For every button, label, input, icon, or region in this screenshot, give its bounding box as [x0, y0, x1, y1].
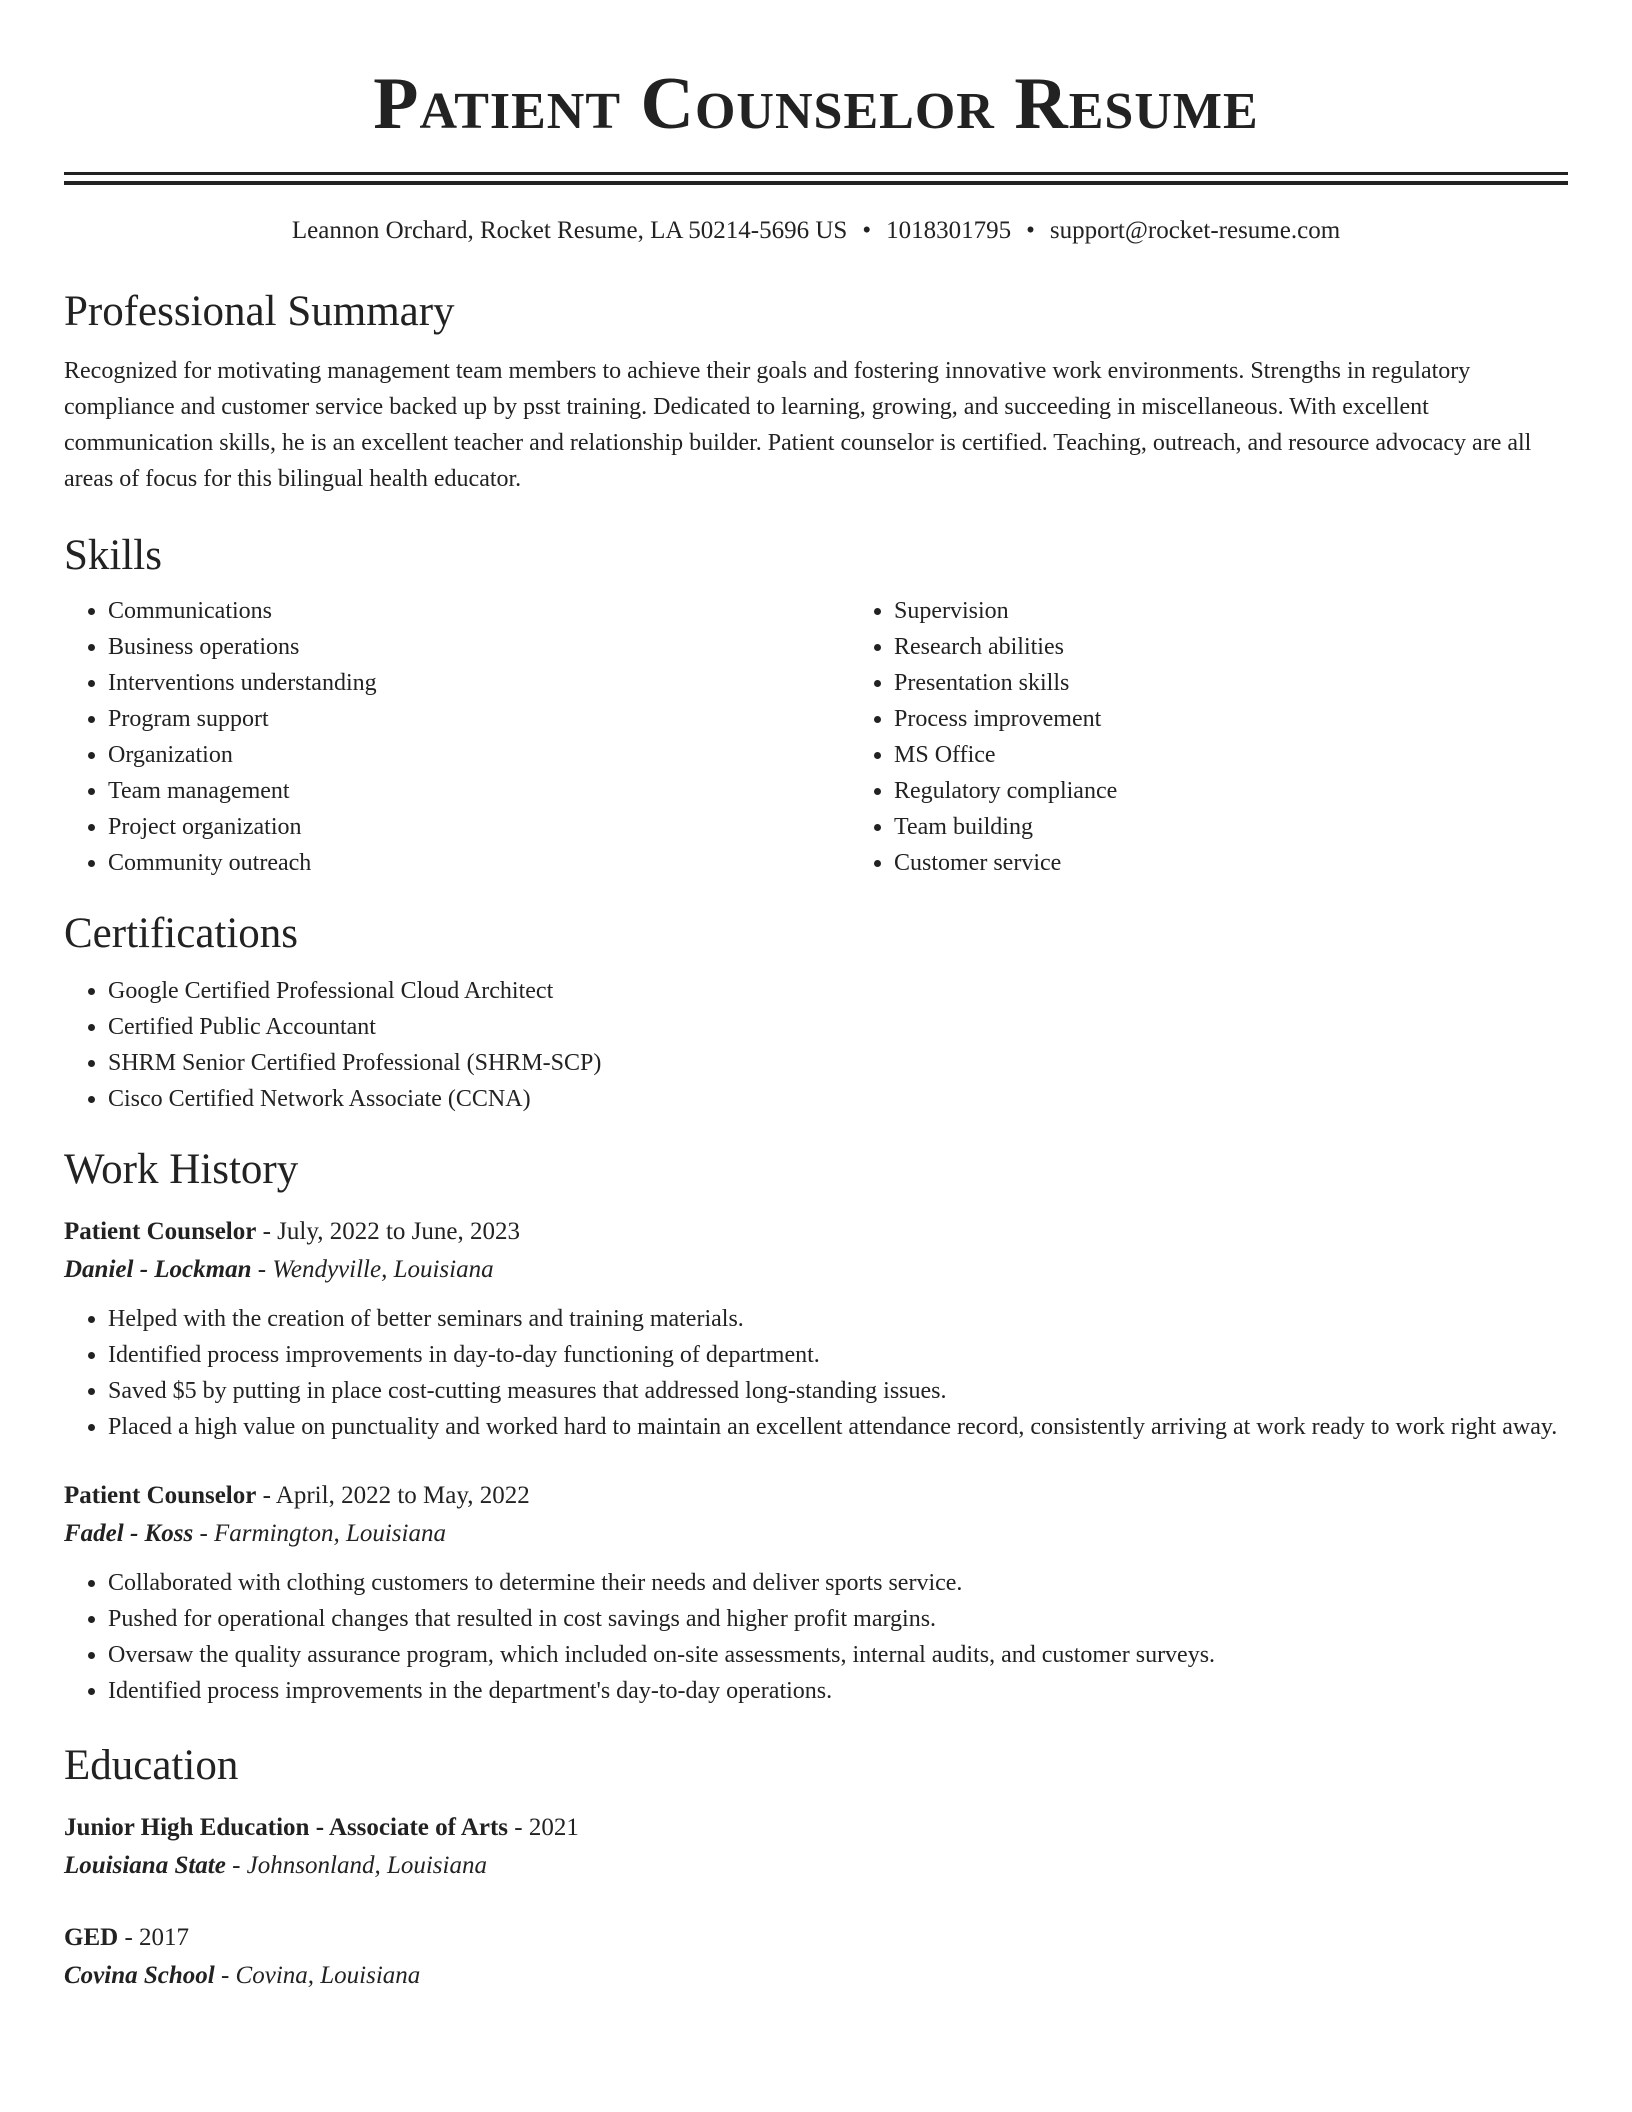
- job-bullet: • Identified process improvements in the department's day-to-day operations.: [108, 1673, 1568, 1709]
- title-rule-thick: [64, 181, 1568, 185]
- job-bullets: [64, 1565, 1568, 1709]
- skills-columns: [64, 593, 1568, 881]
- job-bullet: • Placed a high value on punctuality and worked hard to maintain an excellent attendance record, consistently arriving at work ready to work right away.: [108, 1409, 1568, 1445]
- job-company-line: [64, 1251, 1568, 1289]
- education-degree-line: [64, 1809, 1568, 1847]
- skill-item: • Team management: [108, 773, 850, 809]
- summary-text: Recognized for motivating management team members to achieve their goals and fostering innovative work environments. Strengths in regulatory compliance and customer service backed up by psst training. Dedicated to learning, growing, and succeeding in miscellaneous. With excellent communication skills, he is an excellent teacher and relationship builder. Patient counselor is certified. Teaching, outreach, and resource advocacy are all areas of focus for this bilingual health educator.: [64, 358, 1532, 492]
- job-dates: - April, 2022 to May, 2022: [256, 1482, 530, 1509]
- education-entry: [64, 1919, 1568, 1995]
- skill-item: • Research abilities: [894, 629, 1632, 665]
- job-title: Patient Counselor: [64, 1218, 257, 1245]
- job-title: Patient Counselor: [64, 1482, 257, 1509]
- job-location: - Wendyville, Louisiana: [251, 1256, 494, 1283]
- certification-item: • SHRM Senior Certified Professional (SHRM-SCP): [108, 1045, 1568, 1081]
- job-company: Daniel - Lockman: [64, 1256, 252, 1283]
- skill-item: • Project organization: [108, 809, 850, 845]
- skill-item: • Presentation skills: [894, 665, 1632, 701]
- contact-phone: 1018301795: [886, 217, 1012, 244]
- skill-item: • Program support: [108, 701, 850, 737]
- contact-email: support@rocket-resume.com: [1049, 217, 1341, 244]
- job-bullet: • Saved $5 by putting in place cost-cutting measures that addressed long-standing issues.: [108, 1373, 1568, 1409]
- work-history-heading: Work History: [64, 1146, 299, 1193]
- skill-item: • Interventions understanding: [108, 665, 850, 701]
- job-bullet: • Oversaw the quality assurance program, which included on-site assessments, internal audits, and customer surveys.: [108, 1637, 1568, 1673]
- certification-item: • Google Certified Professional Cloud Architect: [108, 973, 1568, 1009]
- skill-item: • Process improvement: [894, 701, 1632, 737]
- job-title-line: [64, 1213, 1568, 1251]
- education-heading: Education: [64, 1742, 239, 1789]
- job-location: - Farmington, Louisiana: [193, 1520, 446, 1547]
- job-entry: [64, 1213, 1568, 1445]
- certifications-list: [64, 973, 1568, 1117]
- education-location: - Covina, Louisiana: [214, 1962, 421, 1989]
- job-bullet: • Helped with the creation of better seminars and training materials.: [108, 1301, 1568, 1337]
- skill-item: • Customer service: [894, 845, 1632, 881]
- resume-title: Patient Counselor Resume: [373, 63, 1259, 145]
- skill-item: • Community outreach: [108, 845, 850, 881]
- education-school: Covina School: [64, 1962, 215, 1989]
- title-rule-thin: [64, 172, 1568, 175]
- job-company: Fadel - Koss: [64, 1520, 194, 1547]
- education-degree: GED: [64, 1924, 119, 1951]
- contact-separator: •: [862, 217, 872, 244]
- education-degree: Junior High Education - Associate of Arts: [64, 1814, 509, 1841]
- certification-item: • Cisco Certified Network Associate (CCNA): [108, 1081, 1568, 1117]
- education-school: Louisiana State: [64, 1852, 226, 1879]
- education-location: - Johnsonland, Louisiana: [225, 1852, 487, 1879]
- contact-separator: •: [1026, 217, 1035, 244]
- skills-list-right: [850, 593, 1632, 881]
- skill-item: • Regulatory compliance: [894, 773, 1632, 809]
- certifications-heading: Certifications: [64, 910, 299, 957]
- education-year: - 2021: [508, 1814, 579, 1841]
- job-bullet: • Pushed for operational changes that resulted in cost savings and higher profit margins.: [108, 1601, 1568, 1637]
- skill-item: • Communications: [108, 593, 850, 629]
- education-school-line: [64, 1847, 1568, 1885]
- job-entry: [64, 1477, 1568, 1709]
- summary-section: [64, 285, 1568, 497]
- job-dates: - July, 2022 to June, 2023: [256, 1218, 521, 1245]
- contact-line: [64, 213, 1568, 249]
- skills-heading: Skills: [64, 532, 162, 579]
- skill-item: • Supervision: [894, 593, 1632, 629]
- job-title-line: [64, 1477, 1568, 1515]
- summary-heading: Professional Summary: [64, 288, 455, 335]
- education-degree-line: [64, 1919, 1568, 1957]
- skill-item: • Organization: [108, 737, 850, 773]
- job-company-line: [64, 1515, 1568, 1553]
- job-bullets: [64, 1301, 1568, 1445]
- certifications-section: [64, 907, 1568, 1117]
- skills-list-left: [64, 593, 850, 881]
- skill-item: • Business operations: [108, 629, 850, 665]
- job-bullet: • Collaborated with clothing customers to determine their needs and deliver sports service.: [108, 1565, 1568, 1601]
- work-history-section: [64, 1143, 1568, 1709]
- education-year: - 2017: [118, 1924, 190, 1951]
- certification-item: • Certified Public Accountant: [108, 1009, 1568, 1045]
- skill-item: • MS Office: [894, 737, 1632, 773]
- education-school-line: [64, 1957, 1568, 1995]
- skills-section: [64, 529, 1568, 881]
- contact-address: Leannon Orchard, Rocket Resume, LA 50214-5696 US: [291, 217, 848, 244]
- job-bullet: • Identified process improvements in day-to-day functioning of department.: [108, 1337, 1568, 1373]
- education-entry: [64, 1809, 1568, 1885]
- education-section: [64, 1739, 1568, 1995]
- skill-item: • Team building: [894, 809, 1632, 845]
